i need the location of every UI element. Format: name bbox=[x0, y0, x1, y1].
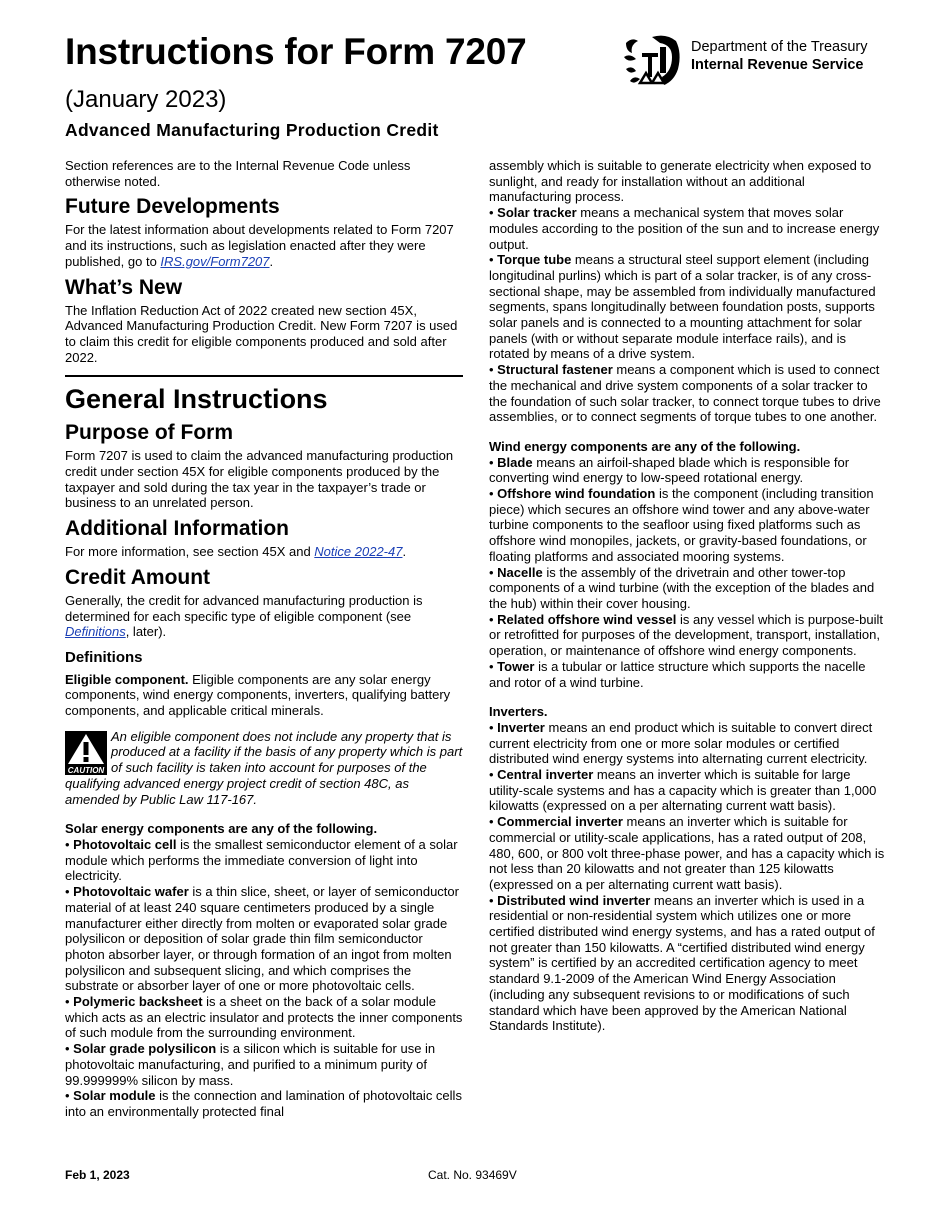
future-developments-heading: Future Developments bbox=[65, 195, 280, 219]
notice-link[interactable]: Notice 2022-47 bbox=[314, 544, 403, 560]
definition-item bbox=[489, 252, 887, 362]
future-developments-text bbox=[65, 222, 463, 269]
eligible-component-text bbox=[65, 672, 463, 719]
bullet-icon: • bbox=[489, 486, 498, 502]
term: Nacelle bbox=[497, 564, 543, 580]
bullet-icon: • bbox=[489, 719, 498, 735]
bullet-icon: • bbox=[489, 362, 498, 378]
definition: means an inverter which is used in a residential or non-residential system which utilizes one or more certified distributed wind energy systems, and has a rated output of not greater than 150 kilowatts. A “certified distributed wind energy system” is certified by an accredited certification agency to meet standard 9.1-2009 of the American Wind Energy Association (including any subsequent revisions to or modifications of such standard which have been approved by the American National Standards Institute). bbox=[489, 892, 875, 1034]
definition: Eligible components are any solar energy components, wind energy components, inverters, qualifying battery components, and applicable critical minerals. bbox=[65, 671, 451, 719]
bullet-icon: • bbox=[489, 205, 498, 221]
bullet-icon: • bbox=[489, 814, 498, 830]
definition-item bbox=[489, 362, 887, 425]
definition: is a thin slice, sheet, or layer of semiconductor material of at least 240 square centimeters produced by a single manufacturer either directly from molten or evaporated solar grade polysilicon or deposition of solar grade thin film semiconductor photon absorber layer, or through formation of an ingot from molten polysilicon and subsequent slicing, and which comprises the substrate or absorber layer of one or more photovoltaic cells. bbox=[65, 884, 459, 994]
term: Central inverter bbox=[497, 767, 594, 783]
solar-module-continued: assembly which is suitable to generate electricity when exposed to sunlight, and ready for installation without an additional manufacturing process. bbox=[489, 158, 872, 205]
agency-bureau: Internal Revenue Service bbox=[691, 57, 864, 73]
caution-icon bbox=[65, 731, 107, 775]
period: . bbox=[269, 253, 274, 269]
definition: means a structural steel support element (including longitudinal purlins) which is part of a solar tracker, is of any cross-sectional shape, may be assembled from individually manufactured segments, spans longitudinally between foundation posts, supports solar panels and is connected to a mounting attachment for solar panels (with or without separate module interface rails), and is rotated by means of a drive system. bbox=[489, 252, 876, 362]
term: Torque tube bbox=[497, 252, 572, 268]
term: Solar grade polysilicon bbox=[73, 1041, 217, 1057]
additional-info-heading: Additional Information bbox=[65, 517, 289, 541]
bullet-icon: • bbox=[489, 658, 498, 674]
definition-item bbox=[489, 486, 887, 565]
definition-item bbox=[489, 205, 887, 252]
intro-text: Section references are to the Internal Revenue Code unless otherwise noted. bbox=[65, 158, 411, 189]
definition-item bbox=[65, 884, 463, 994]
bullet-icon: • bbox=[489, 252, 498, 268]
credit-end: , later). bbox=[125, 624, 167, 640]
definition-item bbox=[65, 1088, 463, 1119]
definition-item bbox=[489, 720, 887, 767]
definition: is a silicon which is suitable for use in photovoltaic manufacturing, and purified to a minimum purity of 99.999999% silicon by mass. bbox=[65, 1041, 436, 1088]
inverter-items-list bbox=[489, 720, 887, 1034]
definition: is the smallest semiconductor element of a solar module which performs the immediate conversion of light into electricity. bbox=[65, 836, 458, 884]
solar-items-list bbox=[65, 837, 463, 1120]
definition-item bbox=[489, 612, 887, 659]
definition-item bbox=[489, 767, 887, 814]
term: Eligible component. bbox=[65, 671, 189, 687]
term: Photovoltaic wafer bbox=[73, 884, 189, 900]
solar-components-heading: Solar energy components are any of the following. bbox=[65, 821, 378, 837]
definitions-heading: Definitions bbox=[65, 648, 143, 666]
left-column bbox=[65, 158, 463, 1120]
whats-new-heading: What’s New bbox=[65, 275, 183, 299]
purpose-heading: Purpose of Form bbox=[65, 421, 234, 445]
term: Photovoltaic cell bbox=[73, 836, 177, 852]
document-subtitle: Advanced Manufacturing Production Credit bbox=[65, 120, 439, 140]
wind-components-heading: Wind energy components are any of the following. bbox=[489, 438, 801, 454]
term: Blade bbox=[497, 454, 533, 470]
credit-amount-heading: Credit Amount bbox=[65, 565, 211, 589]
definition: is a tubular or lattice structure which supports the nacelle and rotor of a wind turbine. bbox=[489, 658, 866, 690]
bullet-icon: • bbox=[65, 1088, 74, 1104]
period: . bbox=[402, 544, 407, 560]
term: Related offshore wind vessel bbox=[497, 611, 677, 627]
bullet-icon: • bbox=[489, 611, 498, 627]
definition: is the connection and lamination of photovoltaic cells into an environmentally protected final bbox=[65, 1088, 462, 1119]
definition-item bbox=[65, 1041, 463, 1088]
wind-items-list bbox=[489, 455, 887, 691]
definition-item bbox=[65, 837, 463, 884]
definition: is the assembly of the drivetrain and other tower-top components of a wind turbine (with the exception of the blades and the hub) within their cover housing. bbox=[489, 564, 875, 611]
caution-text: An eligible component does not include any property that is produced at a facility if the basis of any property which is part of such facility is taken into account for purposes of the qualifying advanced energy project credit of section 48C, as amended by Public Law 117-167. bbox=[65, 728, 463, 807]
credit-text: Generally, the credit for advanced manufacturing production is determined for each specific type of eligible component (see bbox=[65, 592, 423, 624]
irs-eagle-logo-icon bbox=[622, 33, 684, 87]
caution-label: CAUTION bbox=[67, 765, 105, 775]
definitions-link[interactable]: Definitions bbox=[65, 624, 126, 640]
definition: means an airfoil-shaped blade which is responsible for converting wind energy to low-speed rotational energy. bbox=[489, 454, 850, 486]
definition: means an inverter which is suitable for large utility-scale systems and has a capacity which is greater than 1,000 kilowatts (expressed on a per alternating current watt basis). bbox=[489, 767, 877, 814]
bullet-icon: • bbox=[65, 884, 74, 900]
purpose-text: Form 7207 is used to claim the advanced manufacturing production credit under section 45X for eligible components produced by the taxpayer and sold during the tax year in the taxpayer’s trade or business to an unrelated person. bbox=[65, 448, 454, 511]
term: Solar tracker bbox=[497, 205, 577, 221]
bullet-icon: • bbox=[65, 836, 74, 852]
definition: is a sheet on the back of a solar module which acts as an electric insulator and protects the inner components of such module from the surrounding environment. bbox=[65, 994, 463, 1041]
term: Offshore wind foundation bbox=[497, 486, 656, 502]
future-text: For the latest information about developments related to Form 7207 and its instructions, such as legislation enacted after they were published, go to bbox=[65, 222, 454, 269]
term: Tower bbox=[497, 658, 535, 674]
revision-date: (January 2023) bbox=[65, 86, 227, 113]
caution-note bbox=[65, 729, 463, 808]
bullet-icon: • bbox=[489, 564, 498, 580]
bullet-icon: • bbox=[65, 994, 74, 1010]
term: Inverter bbox=[497, 719, 545, 735]
whats-new-text: The Inflation Reduction Act of 2022 created new section 45X, Advanced Manufacturing Production Credit. New Form 7207 is used to claim this credit for eligible components produced and sold after 2022. bbox=[65, 302, 458, 365]
definition: means an inverter which is suitable for commercial or utility-scale applications, has a rated output of 208, 480, 600, or 800 volt three-phase power, and has a capacity which is not less than 20 kilowatts and not greater than 125 kilowatts (expressed on a per alternating current watt basis). bbox=[489, 814, 885, 892]
definition-item bbox=[489, 455, 887, 486]
bullet-icon: • bbox=[489, 767, 498, 783]
term: Structural fastener bbox=[497, 362, 613, 378]
bullet-icon: • bbox=[489, 892, 498, 908]
document-title: Instructions for Form 7207 bbox=[65, 31, 527, 72]
footer-date: Feb 1, 2023 bbox=[65, 1168, 130, 1182]
bullet-icon: • bbox=[489, 454, 498, 470]
definition-item bbox=[489, 659, 887, 690]
credit-amount-text bbox=[65, 593, 463, 640]
term: Distributed wind inverter bbox=[497, 892, 651, 908]
definition: is any vessel which is purpose-built or retrofitted for purposes of the development, transport, installation, operation, or maintenance of offshore wind energy components. bbox=[489, 611, 883, 659]
definition: means a component which is used to connect the mechanical and drive system components of a solar tracker to the foundation of such solar tracker, to connect torque tubes to drive assemblies, or to connect segments of torque tubes to one another. bbox=[489, 362, 881, 425]
term: Commercial inverter bbox=[497, 814, 623, 830]
inverters-heading: Inverters. bbox=[489, 704, 548, 720]
definition: is the component (including transition piece) which secures an offshore wind tower and any above-water turbine components to the seafloor using fixed platforms such as offshore wind monopiles, jackets, or gravity-based foundations, or floating platforms and associated mooring systems. bbox=[489, 486, 874, 564]
term: Polymeric backsheet bbox=[73, 994, 203, 1010]
irs-form7207-link[interactable]: IRS.gov/Form7207 bbox=[160, 253, 270, 269]
section-divider bbox=[65, 375, 463, 377]
definition: means a mechanical system that moves solar modules according to the position of the sun and to increase energy output. bbox=[489, 205, 880, 252]
definition-item bbox=[489, 893, 887, 1034]
bullet-icon: • bbox=[65, 1041, 74, 1057]
catalog-number: Cat. No. 93469V bbox=[428, 1168, 517, 1182]
definition: means an end product which is suitable to convert direct current electricity from one or more solar modules or certified distributed wind energy systems into alternating current electricity. bbox=[489, 719, 873, 767]
definition-item bbox=[489, 814, 887, 893]
right-column bbox=[489, 158, 887, 1034]
addl-text: For more information, see section 45X and bbox=[65, 544, 315, 560]
term: Solar module bbox=[73, 1088, 156, 1104]
general-instructions-heading: General Instructions bbox=[65, 384, 328, 415]
definition-item bbox=[65, 994, 463, 1041]
definition-item bbox=[489, 565, 887, 612]
solar-items-list-continued bbox=[489, 205, 887, 425]
department-name: Department of the Treasury bbox=[691, 39, 868, 55]
additional-info-text bbox=[65, 544, 463, 560]
agency-name bbox=[691, 38, 868, 74]
